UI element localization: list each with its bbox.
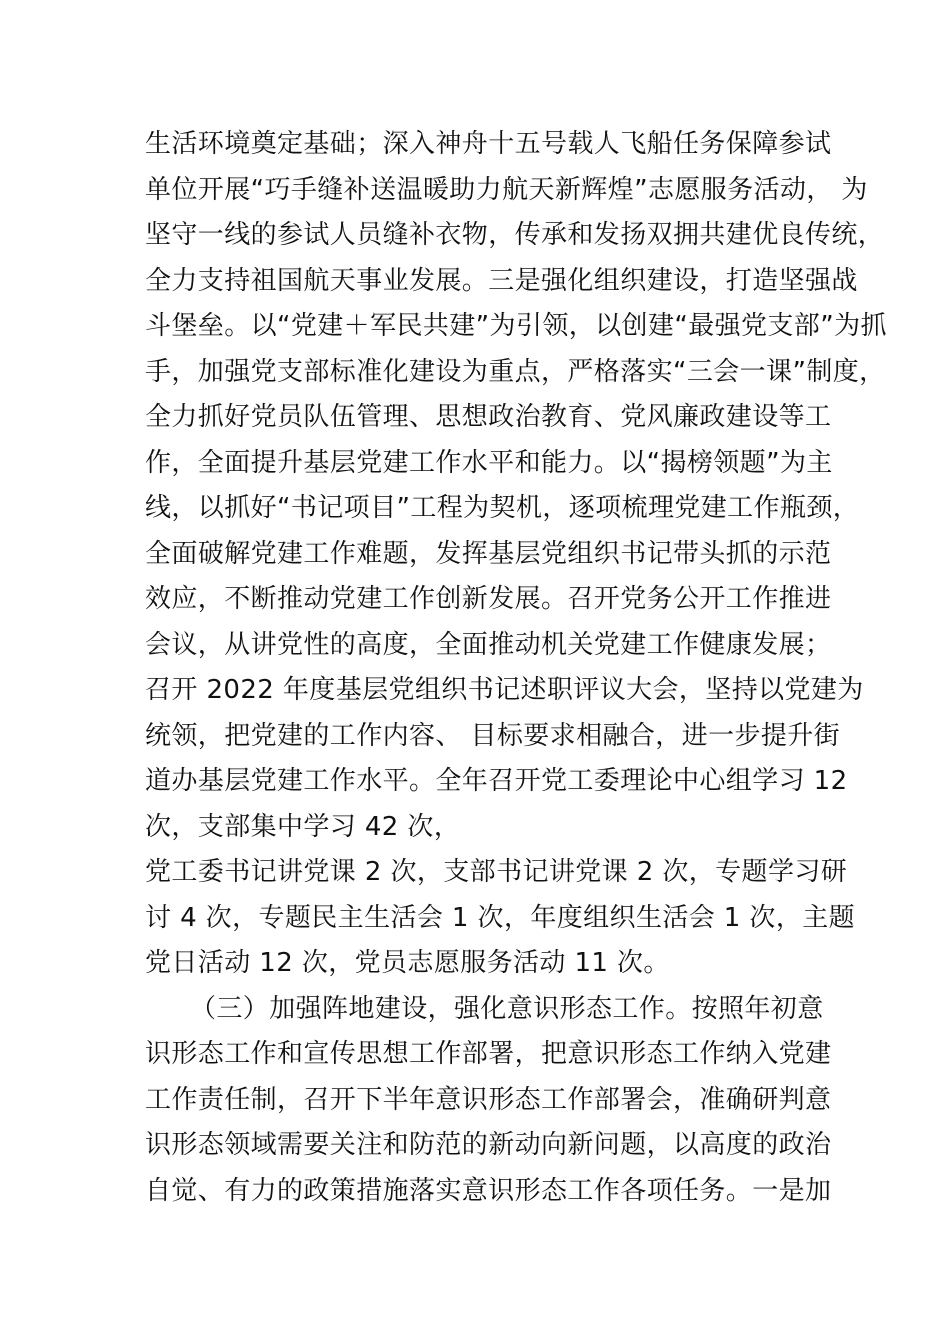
- body-text-line: 统领，把党建的工作内容、 目标要求相融合，进一步提升街: [145, 721, 841, 751]
- body-text-line: 识形态工作和宣传思想工作部署，把意识形态工作纳入党建: [145, 1039, 832, 1069]
- body-text-line: 全力抓好党员队伍管理、思想政治教育、党风廉政建设等工: [145, 402, 832, 432]
- body-text-line: 工作责任制，召开下半年意识形态工作部署会，准确研判意: [145, 1085, 832, 1115]
- section-heading-line: （三）加强阵地建设，强化意识形态工作。按照年初意: [190, 994, 824, 1024]
- body-text-line: 单位开展“巧手缝补送温暖助力航天新辉煌”志愿服务活动， 为: [145, 175, 868, 205]
- body-text-line: 讨 4 次，专题民主生活会 1 次，年度组织生活会 1 次，主题: [145, 903, 856, 933]
- body-text-line: 坚守一线的参试人员缝补衣物，传承和发扬双拥共建优良传统，: [145, 220, 885, 250]
- body-text-line: 手，加强党支部标准化建设为重点，严格落实“三会一课”制度，: [145, 357, 886, 387]
- body-text-line: 全面破解党建工作难题，发挥基层党组织书记带头抓的示范: [145, 539, 832, 569]
- body-text-line: 作，全面提升基层党建工作水平和能力。以“揭榜领题”为主: [145, 448, 833, 478]
- body-text-line: 生活环境奠定基础；深入神舟十五号载人飞船任务保障参试: [145, 129, 832, 159]
- body-text-line: 党日活动 12 次，党员志愿服务活动 11 次。: [145, 948, 670, 978]
- body-text-line: 会议，从讲党性的高度，全面推动机关党建工作健康发展；: [145, 630, 832, 660]
- body-text-line: 党工委书记讲党课 2 次，支部书记讲党课 2 次，专题学习研: [145, 857, 848, 887]
- body-text-line: 召开 2022 年度基层党组织书记述职评议大会，坚持以党建为: [145, 675, 864, 705]
- body-text-line: 次，支部集中学习 42 次，: [145, 812, 461, 842]
- body-text-line: 线，以抓好“书记项目”工程为契机，逐项梳理党建工作瓶颈，: [145, 493, 860, 523]
- body-text-line: 识形态领域需要关注和防范的新动向新问题，以高度的政治: [145, 1130, 832, 1160]
- body-text-line: 全力支持祖国航天事业发展。三是强化组织建设，打造坚强战: [145, 266, 858, 296]
- body-text-line: 效应，不断推动党建工作创新发展。召开党务公开工作推进: [145, 584, 832, 614]
- body-text-line: 自觉、有力的政策措施落实意识形态工作各项任务。一是加: [145, 1176, 832, 1206]
- body-text-line: 斗堡垒。以“党建＋军民共建”为引领，以创建“最强党支部”为抓: [145, 311, 887, 341]
- body-text-line: 道办基层党建工作水平。全年召开党工委理论中心组学习 12: [145, 766, 848, 796]
